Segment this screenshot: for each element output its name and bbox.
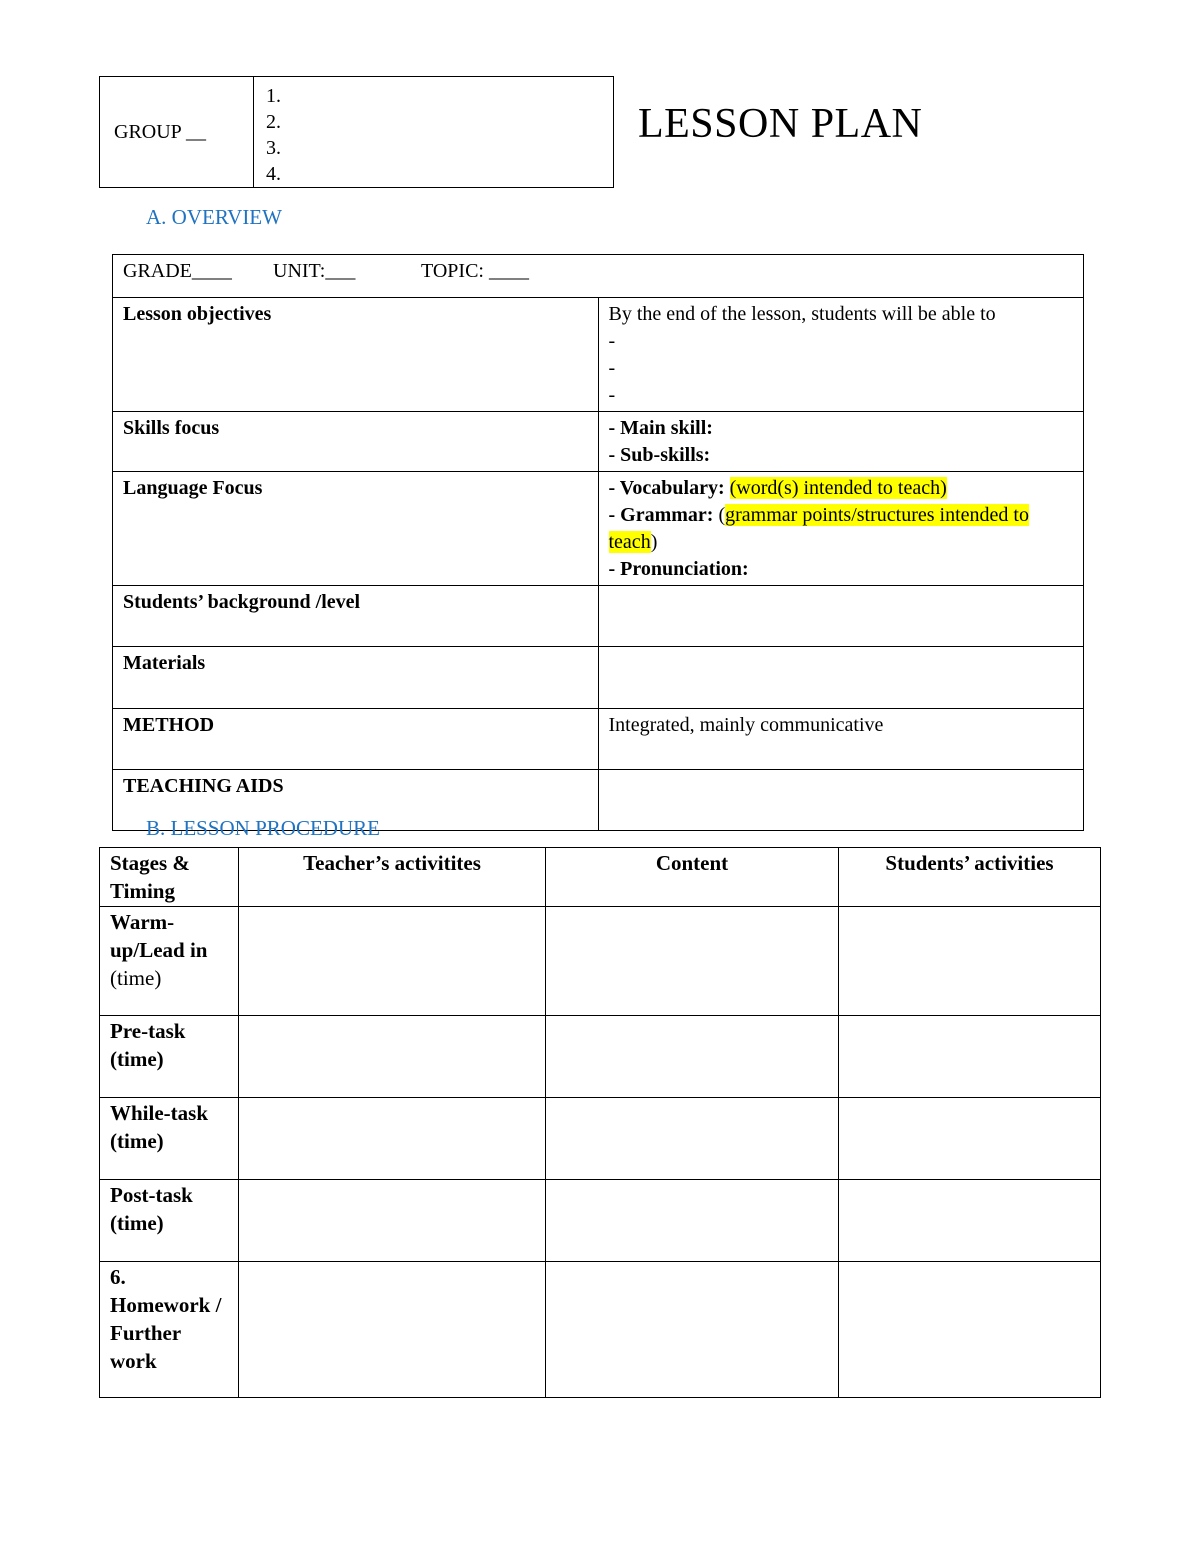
grammar-open-paren: ( — [718, 504, 726, 526]
table-row — [100, 1016, 1101, 1098]
teacher-activities-cell[interactable] — [239, 1098, 546, 1180]
stage-name: Pre-task — [110, 1019, 186, 1043]
content-cell[interactable] — [546, 1098, 839, 1180]
language-cell[interactable] — [598, 472, 1084, 586]
procedure-heading: B. LESSON PROCEDURE — [146, 816, 380, 840]
table-row — [100, 1262, 1101, 1398]
group-member-4[interactable]: 4. — [266, 163, 281, 185]
objectives-intro: By the end of the lesson, students will be able to — [608, 303, 996, 325]
background-label: Students’ background /level — [113, 586, 599, 647]
procedure-table — [99, 847, 1101, 1398]
group-member-3[interactable]: 3. — [266, 137, 281, 159]
topic-field[interactable]: TOPIC: ____ — [421, 260, 529, 282]
objective-bullet: - — [608, 384, 616, 406]
column-header-stages: Stages & Timing — [100, 848, 239, 907]
pronunciation-label: - Pronunciation: — [608, 558, 749, 580]
column-header-content: Content — [546, 848, 839, 907]
stage-cell — [100, 1016, 239, 1098]
vocab-label: - Vocabulary: — [608, 477, 725, 499]
stage-name: 6. Homework / Further work — [110, 1265, 222, 1373]
overview-heading: A. OVERVIEW — [146, 205, 282, 229]
materials-label: Materials — [113, 647, 599, 709]
vocab-note: (word(s) intended to teach) — [729, 477, 947, 499]
teacher-activities-cell[interactable] — [239, 907, 546, 1016]
group-member-2[interactable]: 2. — [266, 111, 281, 133]
grammar-close-paren: ) — [650, 531, 658, 553]
unit-field[interactable]: UNIT:___ — [273, 260, 356, 282]
teaching-aids-cell[interactable] — [598, 770, 1084, 831]
stage-time: (time) — [110, 1047, 164, 1071]
main-skill: - Main skill: — [608, 417, 713, 439]
method-cell[interactable]: Integrated, mainly communicative — [598, 709, 1084, 770]
group-table — [99, 76, 614, 188]
sub-skills: - Sub-skills: — [608, 444, 711, 466]
skills-label: Skills focus — [113, 412, 599, 472]
grade-field[interactable]: GRADE____ — [123, 260, 232, 282]
stage-cell — [100, 1262, 239, 1398]
grammar-label: - Grammar: — [608, 504, 714, 526]
teacher-activities-cell[interactable] — [239, 1016, 546, 1098]
content-cell[interactable] — [546, 1262, 839, 1398]
group-member-1[interactable]: 1. — [266, 85, 281, 107]
teacher-activities-cell[interactable] — [239, 1180, 546, 1262]
materials-cell[interactable] — [598, 647, 1084, 709]
grammar-note: grammar points/structures intended to teach — [608, 504, 1029, 553]
objectives-cell[interactable] — [598, 298, 1084, 412]
stage-time: (time) — [110, 966, 162, 990]
objective-bullet: - — [608, 357, 616, 379]
students-activities-cell[interactable] — [839, 907, 1101, 1016]
overview-table — [112, 254, 1084, 831]
stage-cell — [100, 1098, 239, 1180]
background-cell[interactable] — [598, 586, 1084, 647]
stage-cell — [100, 1180, 239, 1262]
table-row — [100, 907, 1101, 1016]
column-header-students: Students’ activities — [839, 848, 1101, 907]
language-label: Language Focus — [113, 472, 599, 586]
content-cell[interactable] — [546, 1180, 839, 1262]
stage-time: (time) — [110, 1129, 164, 1153]
skills-cell[interactable] — [598, 412, 1084, 472]
group-label[interactable]: GROUP __ — [100, 77, 254, 188]
group-members-list — [254, 77, 614, 188]
content-cell[interactable] — [546, 1016, 839, 1098]
teaching-aids-label: TEACHING AIDS — [113, 770, 599, 831]
objective-bullet: - — [608, 330, 616, 352]
stage-time: (time) — [110, 1211, 164, 1235]
stage-cell — [100, 907, 239, 1016]
table-row — [100, 1098, 1101, 1180]
students-activities-cell[interactable] — [839, 1098, 1101, 1180]
column-header-teacher: Teacher’s activitites — [239, 848, 546, 907]
students-activities-cell[interactable] — [839, 1262, 1101, 1398]
table-row — [100, 1180, 1101, 1262]
stage-name: While-task — [110, 1101, 209, 1125]
teacher-activities-cell[interactable] — [239, 1262, 546, 1398]
students-activities-cell[interactable] — [839, 1180, 1101, 1262]
overview-header-row — [113, 255, 1084, 298]
content-cell[interactable] — [546, 907, 839, 1016]
stage-name: Warm-up/Lead in — [110, 910, 208, 962]
students-activities-cell[interactable] — [839, 1016, 1101, 1098]
stage-name: Post-task — [110, 1183, 193, 1207]
page-title: LESSON PLAN — [638, 101, 923, 147]
objectives-label: Lesson objectives — [113, 298, 599, 412]
method-label: METHOD — [113, 709, 599, 770]
